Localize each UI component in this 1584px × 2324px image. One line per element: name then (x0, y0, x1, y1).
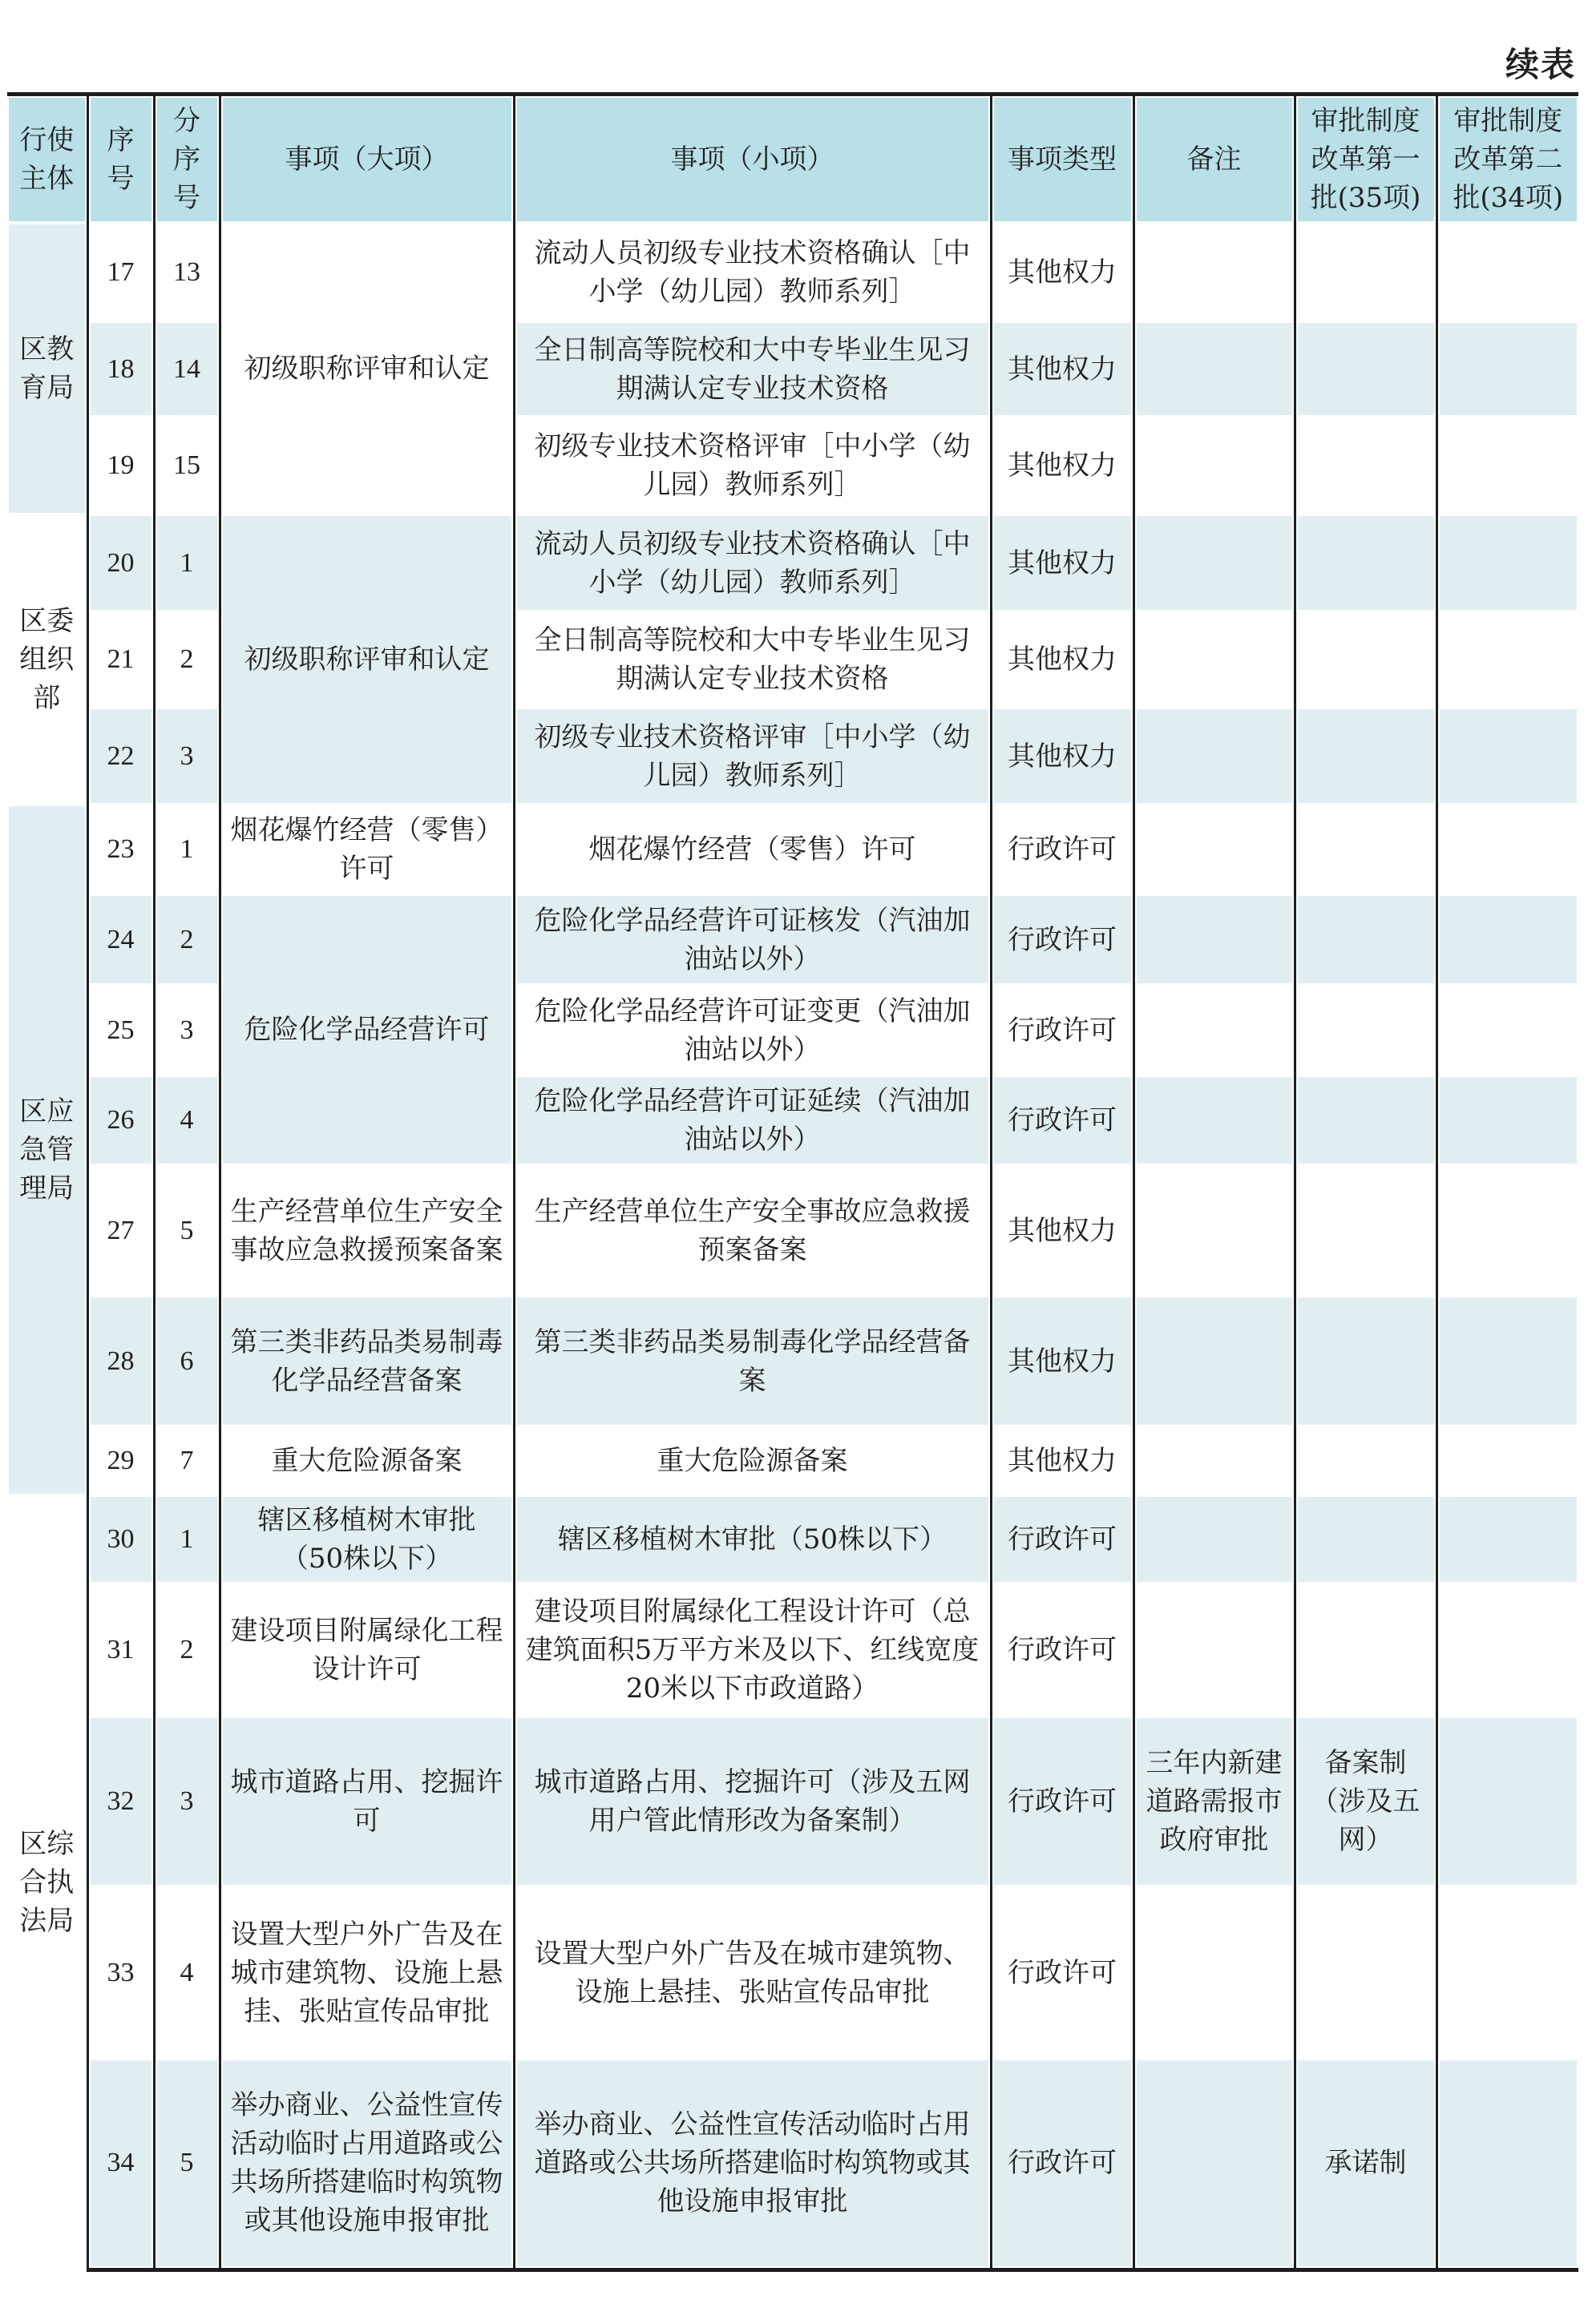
remark-cell (1133, 1296, 1295, 1426)
batch2-cell (1437, 611, 1578, 708)
remark-cell (1133, 985, 1295, 1075)
batch1-cell (1295, 223, 1437, 321)
seq-cell: 27 (87, 1165, 154, 1296)
minor-item-cell: 全日制高等院校和大中专毕业生见习期满认定专业技术资格 (514, 611, 991, 708)
item-type-cell: 其他权力 (991, 611, 1133, 708)
major-item-cell: 城市道路占用、挖掘许可 (220, 1717, 514, 1886)
minor-item-cell: 重大危险源备案 (514, 1426, 991, 1495)
subject-cell: 区教育局 (7, 223, 87, 514)
subseq-cell: 3 (154, 985, 220, 1075)
table-row (7, 2059, 1578, 2270)
batch1-cell (1295, 1075, 1437, 1165)
batch1-cell (1295, 611, 1437, 708)
table-row (7, 805, 1578, 894)
remark-cell (1133, 1075, 1295, 1165)
batch2-cell (1437, 321, 1578, 417)
table-row (7, 1717, 1578, 1886)
table-row (7, 1584, 1578, 1717)
subseq-cell: 1 (154, 805, 220, 894)
approval-items-table (7, 92, 1578, 2272)
major-item-cell: 初级职称评审和认定 (220, 514, 514, 805)
col-header-batch2: 审批制度改革第二批(34项) (1437, 95, 1578, 224)
remark-cell (1133, 321, 1295, 417)
item-type-cell: 行政许可 (991, 1584, 1133, 1717)
seq-cell: 33 (87, 1886, 154, 2059)
seq-cell: 17 (87, 223, 154, 321)
item-type-cell: 行政许可 (991, 2059, 1133, 2270)
major-item-cell: 危险化学品经营许可 (220, 894, 514, 1165)
table-row (7, 1886, 1578, 2059)
seq-cell: 25 (87, 985, 154, 1075)
batch2-cell (1437, 1426, 1578, 1495)
batch1-cell (1295, 985, 1437, 1075)
minor-item-cell: 危险化学品经营许可证核发（汽油加油站以外） (514, 894, 991, 985)
header-row (7, 95, 1578, 224)
batch2-cell (1437, 1495, 1578, 1584)
subject-cell: 区应急管理局 (7, 805, 87, 1495)
batch1-cell (1295, 894, 1437, 985)
batch2-cell (1437, 894, 1578, 985)
subseq-cell: 2 (154, 611, 220, 708)
item-type-cell: 其他权力 (991, 514, 1133, 611)
seq-cell: 28 (87, 1296, 154, 1426)
major-item-cell: 第三类非药品类易制毒化学品经营备案 (220, 1296, 514, 1426)
major-item-cell: 辖区移植树木审批（50株以下） (220, 1495, 514, 1584)
batch1-cell (1295, 708, 1437, 805)
remark-cell (1133, 1886, 1295, 2059)
table-row (7, 1165, 1578, 1296)
seq-cell: 18 (87, 321, 154, 417)
batch2-cell (1437, 985, 1578, 1075)
subseq-cell: 13 (154, 223, 220, 321)
col-header-batch1: 审批制度改革第一批(35项) (1295, 95, 1437, 224)
remark-cell (1133, 1426, 1295, 1495)
remark-cell: 三年内新建道路需报市政府审批 (1133, 1717, 1295, 1886)
batch2-cell (1437, 1296, 1578, 1426)
item-type-cell: 行政许可 (991, 1717, 1133, 1886)
item-type-cell: 行政许可 (991, 894, 1133, 985)
seq-cell: 21 (87, 611, 154, 708)
remark-cell (1133, 223, 1295, 321)
table-row (7, 514, 1578, 611)
seq-cell: 23 (87, 805, 154, 894)
remark-cell (1133, 1584, 1295, 1717)
seq-cell: 31 (87, 1584, 154, 1717)
batch2-cell (1437, 805, 1578, 894)
batch2-cell (1437, 514, 1578, 611)
col-header-seq: 序号 (87, 95, 154, 224)
remark-cell (1133, 611, 1295, 708)
remark-cell (1133, 514, 1295, 611)
item-type-cell: 其他权力 (991, 708, 1133, 805)
subseq-cell: 4 (154, 1075, 220, 1165)
subseq-cell: 1 (154, 1495, 220, 1584)
subseq-cell: 1 (154, 514, 220, 611)
batch1-cell (1295, 417, 1437, 514)
seq-cell: 26 (87, 1075, 154, 1165)
remark-cell (1133, 805, 1295, 894)
subseq-cell: 5 (154, 2059, 220, 2270)
batch1-cell (1295, 321, 1437, 417)
seq-cell: 34 (87, 2059, 154, 2270)
major-item-cell: 重大危险源备案 (220, 1426, 514, 1495)
batch2-cell (1437, 417, 1578, 514)
batch2-cell (1437, 708, 1578, 805)
major-item-cell: 举办商业、公益性宣传活动临时占用道路或公共场所搭建临时构筑物或其他设施申报审批 (220, 2059, 514, 2270)
minor-item-cell: 危险化学品经营许可证变更（汽油加油站以外） (514, 985, 991, 1075)
col-header-remark: 备注 (1133, 95, 1295, 224)
subseq-cell: 2 (154, 1584, 220, 1717)
batch1-cell (1295, 1584, 1437, 1717)
subseq-cell: 2 (154, 894, 220, 985)
item-type-cell: 行政许可 (991, 1075, 1133, 1165)
batch2-cell (1437, 2059, 1578, 2270)
batch1-cell (1295, 805, 1437, 894)
remark-cell (1133, 1495, 1295, 1584)
table-row (7, 1296, 1578, 1426)
seq-cell: 29 (87, 1426, 154, 1495)
minor-item-cell: 流动人员初级专业技术资格确认［中小学（幼儿园）教师系列］ (514, 514, 991, 611)
subseq-cell: 6 (154, 1296, 220, 1426)
subject-cell: 区委组织部 (7, 514, 87, 805)
subseq-cell: 7 (154, 1426, 220, 1495)
subseq-cell: 3 (154, 708, 220, 805)
minor-item-cell: 危险化学品经营许可证延续（汽油加油站以外） (514, 1075, 991, 1165)
minor-item-cell: 全日制高等院校和大中专毕业生见习期满认定专业技术资格 (514, 321, 991, 417)
minor-item-cell: 初级专业技术资格评审［中小学（幼儿园）教师系列］ (514, 708, 991, 805)
table-row (7, 223, 1578, 321)
minor-item-cell: 流动人员初级专业技术资格确认［中小学（幼儿园）教师系列］ (514, 223, 991, 321)
item-type-cell: 其他权力 (991, 321, 1133, 417)
remark-cell (1133, 1165, 1295, 1296)
subseq-cell: 15 (154, 417, 220, 514)
batch1-cell (1295, 514, 1437, 611)
batch1-cell: 承诺制 (1295, 2059, 1437, 2270)
minor-item-cell: 举办商业、公益性宣传活动临时占用道路或公共场所搭建临时构筑物或其他设施申报审批 (514, 2059, 991, 2270)
table-row (7, 1426, 1578, 1495)
col-header-subject: 行使主体 (7, 95, 87, 224)
minor-item-cell: 辖区移植树木审批（50株以下） (514, 1495, 991, 1584)
item-type-cell: 行政许可 (991, 1886, 1133, 2059)
table-row (7, 894, 1578, 985)
minor-item-cell: 烟花爆竹经营（零售）许可 (514, 805, 991, 894)
col-header-major-item: 事项（大项） (220, 95, 514, 224)
batch2-cell (1437, 1886, 1578, 2059)
remark-cell (1133, 708, 1295, 805)
batch1-cell (1295, 1296, 1437, 1426)
batch1-cell (1295, 1426, 1437, 1495)
item-type-cell: 行政许可 (991, 985, 1133, 1075)
seq-cell: 22 (87, 708, 154, 805)
item-type-cell: 其他权力 (991, 223, 1133, 321)
remark-cell (1133, 2059, 1295, 2270)
subseq-cell: 14 (154, 321, 220, 417)
major-item-cell: 生产经营单位生产安全事故应急救援预案备案 (220, 1165, 514, 1296)
subseq-cell: 4 (154, 1886, 220, 2059)
subject-cell: 区综合执法局 (7, 1495, 87, 2270)
minor-item-cell: 第三类非药品类易制毒化学品经营备案 (514, 1296, 991, 1426)
continued-table-caption: 续表 (1505, 45, 1576, 84)
item-type-cell: 其他权力 (991, 1165, 1133, 1296)
batch1-cell (1295, 1886, 1437, 2059)
batch1-cell (1295, 1495, 1437, 1584)
item-type-cell: 行政许可 (991, 1495, 1133, 1584)
batch2-cell (1437, 1584, 1578, 1717)
col-header-item-type: 事项类型 (991, 95, 1133, 224)
batch1-cell (1295, 1165, 1437, 1296)
batch2-cell (1437, 1717, 1578, 1886)
subseq-cell: 5 (154, 1165, 220, 1296)
major-item-cell: 建设项目附属绿化工程设计许可 (220, 1584, 514, 1717)
seq-cell: 30 (87, 1495, 154, 1584)
minor-item-cell: 生产经营单位生产安全事故应急救援预案备案 (514, 1165, 991, 1296)
remark-cell (1133, 417, 1295, 514)
minor-item-cell: 城市道路占用、挖掘许可（涉及五网用户管此情形改为备案制） (514, 1717, 991, 1886)
minor-item-cell: 设置大型户外广告及在城市建筑物、设施上悬挂、张贴宣传品审批 (514, 1886, 991, 2059)
major-item-cell: 设置大型户外广告及在城市建筑物、设施上悬挂、张贴宣传品审批 (220, 1886, 514, 2059)
seq-cell: 20 (87, 514, 154, 611)
remark-cell (1133, 894, 1295, 985)
table-row (7, 1495, 1578, 1584)
batch2-cell (1437, 223, 1578, 321)
seq-cell: 24 (87, 894, 154, 985)
item-type-cell: 其他权力 (991, 417, 1133, 514)
subseq-cell: 3 (154, 1717, 220, 1886)
item-type-cell: 其他权力 (991, 1296, 1133, 1426)
col-header-subseq: 分序号 (154, 95, 220, 224)
batch2-cell (1437, 1165, 1578, 1296)
seq-cell: 32 (87, 1717, 154, 1886)
batch2-cell (1437, 1075, 1578, 1165)
major-item-cell: 初级职称评审和认定 (220, 223, 514, 514)
minor-item-cell: 初级专业技术资格评审［中小学（幼儿园）教师系列］ (514, 417, 991, 514)
item-type-cell: 其他权力 (991, 1426, 1133, 1495)
major-item-cell: 烟花爆竹经营（零售）许可 (220, 805, 514, 894)
col-header-minor-item: 事项（小项） (514, 95, 991, 224)
seq-cell: 19 (87, 417, 154, 514)
minor-item-cell: 建设项目附属绿化工程设计许可（总建筑面积5万平方米及以下、红线宽度20米以下市政道路） (514, 1584, 991, 1717)
batch1-cell: 备案制（涉及五网） (1295, 1717, 1437, 1886)
item-type-cell: 行政许可 (991, 805, 1133, 894)
